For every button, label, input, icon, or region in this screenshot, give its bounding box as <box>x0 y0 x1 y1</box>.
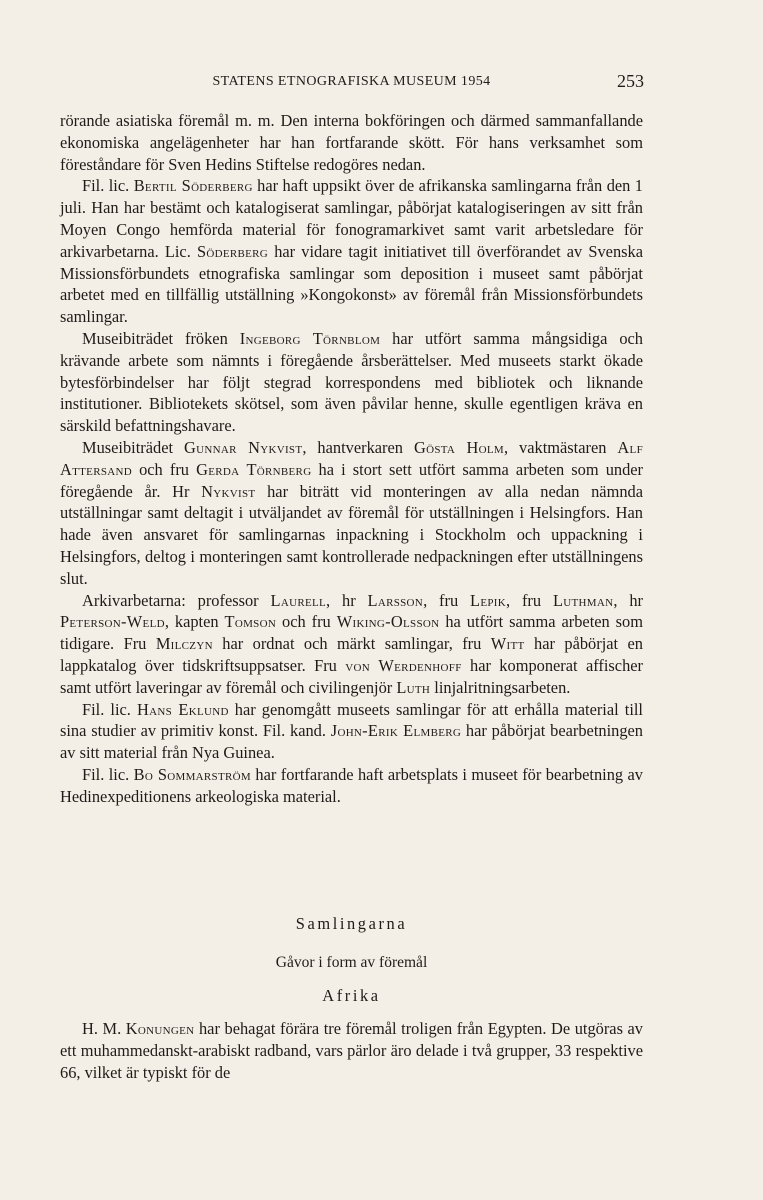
person-name: Gerda Törnberg <box>196 459 312 479</box>
person-name: Witt <box>490 634 525 654</box>
text-run: Museibiträdet <box>82 437 185 457</box>
person-name: Ingeborg Törnblom <box>239 328 381 348</box>
person-name: Milczyn <box>155 634 213 654</box>
person-name: Hans Eklund <box>136 699 229 719</box>
person-name: John-Erik Elmberg <box>330 721 462 741</box>
text-run: har genomgått museets samlingar för att erhålla material till sina studier av primitiv konst. Fil. kand. <box>60 699 643 741</box>
text-run: ha utfört samma arbeten som tidigare. Fru <box>60 612 644 654</box>
person-name: von Werdenhoff <box>345 655 462 675</box>
person-name: Bertil Söderberg <box>133 176 253 196</box>
paragraph <box>60 1018 643 1083</box>
text-run: har komponerat affischer samt utfört laveringar av föremål och civilingenjör <box>60 655 644 697</box>
paragraph <box>60 590 643 699</box>
text-run: ha i stort sett utfört samma arbeten som under föregående år. Hr <box>60 459 644 501</box>
text-run: H. M. <box>82 1019 126 1038</box>
text-run: och fru <box>131 459 197 479</box>
person-name: Tomson <box>224 612 277 632</box>
person-name: Konungen <box>125 1019 195 1038</box>
person-name: Bo Sommarström <box>133 764 251 784</box>
section-heading: Samlingarna <box>295 914 408 933</box>
text-run: har vidare tagit initiativet till överförandet av Svenska Missionsförbundets etnografiska samlingar som deposition i museet samt påbörjat arbetet med en tillfällig utställning »Kongokonst» av föremål från Missionsförbundets samlingar. <box>60 241 643 327</box>
text-run: och fru <box>276 612 337 632</box>
person-name: Luthman <box>552 590 614 610</box>
person-name: Gösta Holm <box>413 437 504 457</box>
paragraph <box>60 175 643 328</box>
body-text <box>60 110 643 808</box>
person-name: Wiking-Olsson <box>336 612 440 632</box>
text-run: Museibiträdet fröken <box>82 328 240 348</box>
paragraph <box>60 764 643 808</box>
person-name: Laurell <box>270 590 327 610</box>
text-run: linjalritningsarbeten. <box>430 677 571 697</box>
region-heading: Afrika <box>322 986 381 1005</box>
person-name: Nykvist <box>201 481 256 501</box>
text-run: , fru <box>423 590 471 610</box>
person-name: Lepik <box>470 590 506 610</box>
person-name: Peterson-Weld <box>60 612 165 632</box>
text-run: Arkivarbetarna: professor <box>82 590 271 610</box>
subsection-heading: Gåvor i form av föremål <box>275 954 428 971</box>
page-number: 253 <box>617 71 644 91</box>
text-run: har utfört samma mångsidiga och krävande arbete som nämnts i föregående årsberättelser. Med museets starkt ökade bytesförbindelser har följt stegrad korrespondens med bibliotek och liknande institutioner. Bibliotekets skötsel, som även påvilar henne, skulle egentligen kräva en särskild befattningshavare. <box>60 328 643 436</box>
text-run: har haft uppsikt över de afrikanska samlingarna från den 1 juli. Han har bestämt och katalogiserat samlingar, påbörjat katalogiseringen av sitt från Moyen Congo hemförda material för fonogramarkivet samt varit arbetsledare för arkivarbetarna. Lic. <box>60 176 643 261</box>
person-name: Söderberg <box>196 241 269 261</box>
person-name: Larsson <box>367 590 424 610</box>
text-run: Fil. lic. <box>82 176 134 196</box>
text-run: har ordnat och märkt samlingar, fru <box>212 634 491 654</box>
text-run: , hr <box>326 590 368 610</box>
text-run: har påbörjat en lappkatalog över tidskriftsuppsatser. Fru <box>60 634 643 675</box>
text-run: rörande asiatiska föremål m. m. Den interna bokföringen och därmed sammanfallande ekonomiska angelägenheter har han fortfarande skött. För hans verksamhet som föreståndare för Sven Hedins Stiftelse redogöres nedan. <box>60 111 643 174</box>
text-run: har biträtt vid monteringen av alla nedan nämnda utställningar samt deltagit i utväljandet av föremål för utställningen i Helsingfors. Han hade även ansvaret för samlingarnas inpackning i Stockholm och uppackning i Helsingfors, deltog i monteringen samt kontrollerade nedpackningen efter utställningens slut. <box>60 481 644 588</box>
person-name: Gunnar Nykvist <box>184 437 303 457</box>
text-run: Fil. lic. <box>82 764 134 784</box>
person-name: Luth <box>396 677 431 697</box>
running-title: STATENS ETNOGRAFISKA MUSEUM 1954 <box>212 74 491 89</box>
person-name: Alf Attersand <box>60 437 643 479</box>
final-text <box>60 1018 643 1083</box>
text-run: har påbörjat bearbetningen av sitt material från Nya Guinea. <box>60 721 643 763</box>
text-run: har fortfarande haft arbetsplats i museet för bearbetning av Hedinexpeditionens arkeologiska material. <box>60 764 643 806</box>
text-run: , hantverkaren <box>302 437 414 457</box>
text-run: , hr <box>613 590 643 610</box>
paragraph <box>60 110 643 175</box>
running-header <box>60 71 644 94</box>
text-run: , vaktmästaren <box>503 437 618 457</box>
paragraph <box>60 437 643 590</box>
text-run: Fil. lic. <box>82 699 137 719</box>
paragraph <box>60 328 643 437</box>
text-run: , kapten <box>164 612 225 632</box>
text-run: har behagat förära tre föremål troligen från Egypten. De utgöras av ett muhammedanskt-arabiskt radband, vars pärlor äro delade i två grupper, 33 respektive 66, vilket är typiskt för de <box>60 1019 643 1082</box>
paragraph <box>60 699 643 764</box>
text-run: , fru <box>506 590 553 610</box>
